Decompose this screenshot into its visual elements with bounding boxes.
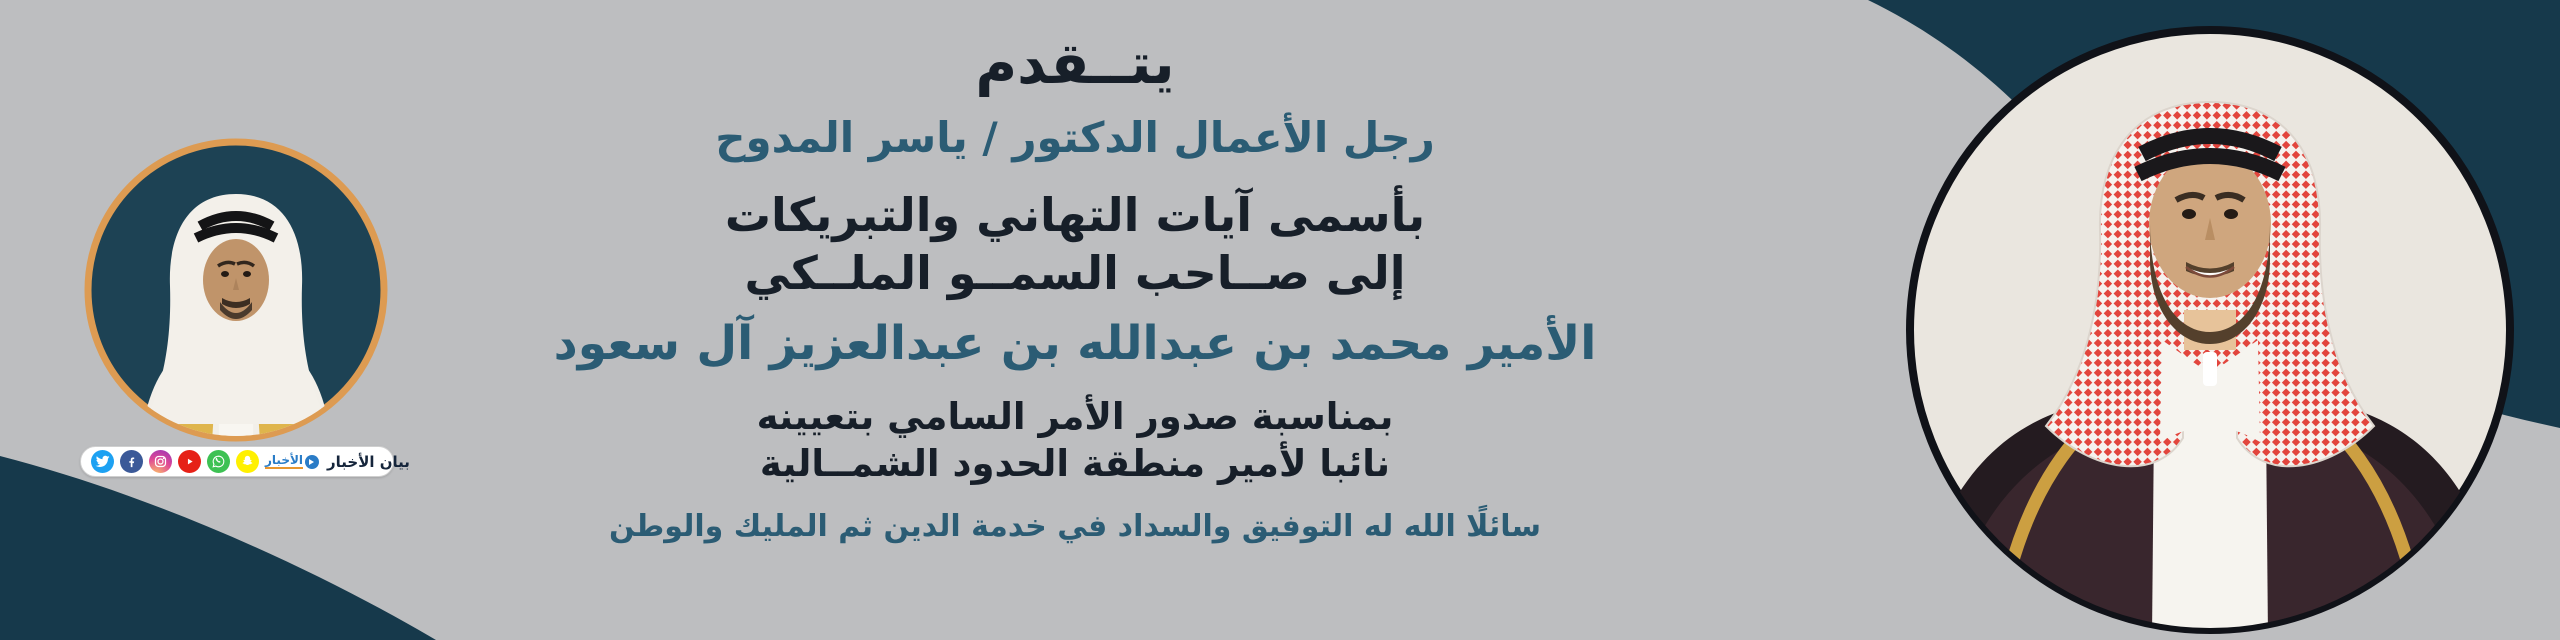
youtube-icon[interactable] (178, 450, 201, 473)
social-bar (80, 446, 410, 477)
occasion-line-2: نائبا لأمير منطقة الحدود الشمــالية (759, 442, 1391, 486)
facebook-icon[interactable] (120, 450, 143, 473)
bottom-left-teal-shape (0, 453, 436, 640)
instagram-icon[interactable] (149, 450, 172, 473)
prince-portrait (1900, 22, 2520, 638)
congrats-line: بأسمى آيات التهاني والتبريكات (724, 187, 1426, 242)
snapchat-icon[interactable] (236, 450, 259, 473)
logo-wordmark: الأخبار (265, 453, 304, 467)
bayan-alakhbar-logo (265, 454, 319, 469)
brand-name: بيان الأخبار (327, 452, 410, 471)
whatsapp-icon[interactable] (207, 450, 230, 473)
prayer-line: سائلًا الله له التوفيق والسداد في خدمة الدين ثم المليك والوطن (609, 508, 1541, 544)
twitter-icon[interactable] (91, 450, 114, 473)
intro-line: يتــقدم (975, 31, 1175, 97)
recipient-line: الأمير محمد بن عبدالله بن عبدالعزيز آل سعود (553, 315, 1597, 371)
logo-ball-icon (305, 455, 319, 469)
businessman-portrait (84, 138, 388, 442)
presenter-line: رجل الأعمال الدكتور / ياسر المدوح (715, 112, 1435, 162)
to-line: إلى صــاحب السمــو الملــكي (744, 245, 1406, 300)
greeting-text-block (530, 0, 1620, 640)
occasion-line-1: بمناسبة صدور الأمر السامي بتعيينه (756, 395, 1394, 439)
